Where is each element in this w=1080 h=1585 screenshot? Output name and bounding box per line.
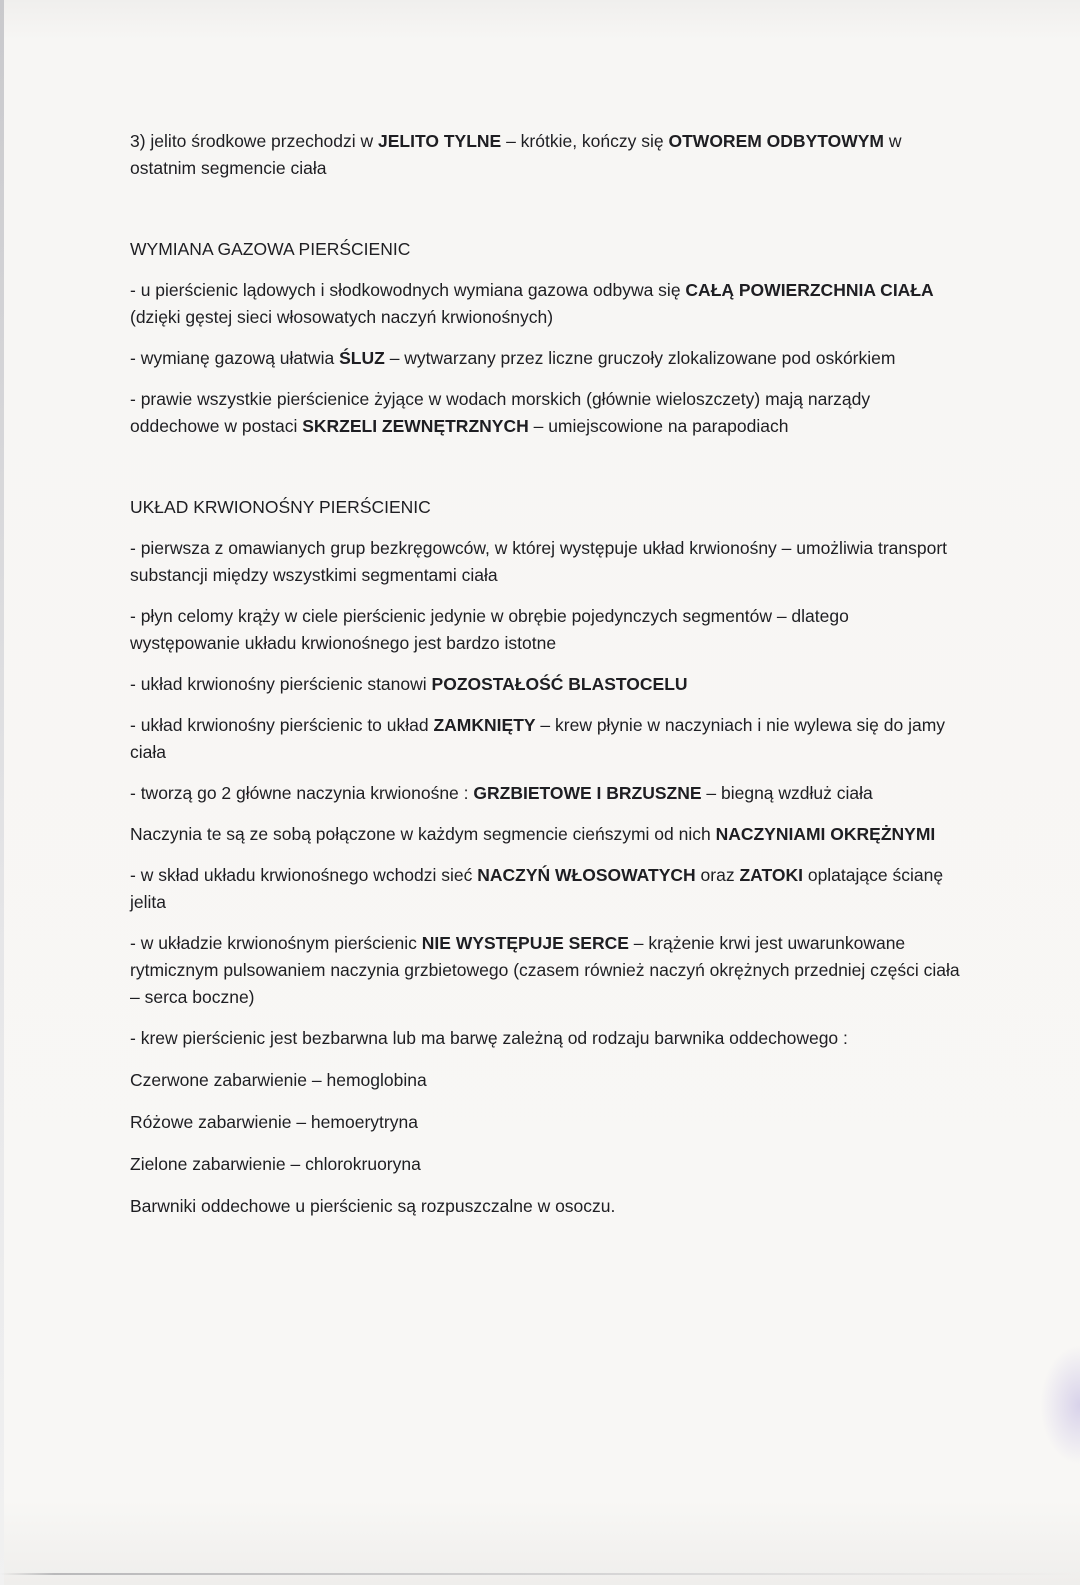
paragraph-capillaries bbox=[130, 862, 960, 916]
text: – wytwarzany przez liczne gruczoły zlokalizowane pod oskórkiem bbox=[384, 348, 896, 368]
line-green-pigment: Zielone zabarwienie – chlorokruoryna bbox=[130, 1154, 421, 1174]
page-left-edge bbox=[0, 0, 4, 1585]
paragraph-surface-exchange bbox=[130, 277, 960, 331]
text: – biegną wzdłuż ciała bbox=[701, 783, 873, 803]
section-heading-gas-exchange: WYMIANA GAZOWA PIERŚCIENIC bbox=[130, 239, 411, 259]
text: - tworzą go 2 główne naczynia krwionośne : bbox=[130, 783, 474, 803]
paragraph-no-heart bbox=[130, 930, 960, 1011]
bold-term: NACZYNIAMI OKRĘŻNYMI bbox=[715, 824, 936, 844]
bold-term: ŚLUZ bbox=[339, 348, 385, 368]
text: - wymianę gazową ułatwia bbox=[130, 348, 340, 368]
bold-term: NIE WYSTĘPUJE SERCE bbox=[421, 933, 629, 953]
bold-term: JELITO TYLNE bbox=[378, 131, 502, 151]
bold-term: CAŁĄ POWIERZCHNIA CIAŁA bbox=[685, 280, 934, 300]
text: – krążenie krwi jest uwarunkowane rytmicznym pulsowaniem naczynia grzbietowego (czasem również naczyń okrężnych przedniej części ciała – serca boczne) bbox=[130, 933, 960, 1007]
bold-term: ZAMKNIĘTY bbox=[433, 715, 536, 735]
text: oraz bbox=[695, 865, 740, 885]
bold-term: SKRZELI ZEWNĘTRZNYCH bbox=[302, 416, 529, 436]
paragraph-main-vessels bbox=[130, 780, 960, 807]
text: – umiejscowione na parapodiach bbox=[528, 416, 789, 436]
paragraph-closed-system bbox=[130, 712, 960, 766]
text: - u pierścienic lądowych i słodkowodnych wymiana gazowa odbywa się bbox=[130, 280, 686, 300]
text: - układ krwionośny pierścienic stanowi bbox=[130, 674, 432, 694]
paragraph-jelito-tylne bbox=[130, 128, 960, 182]
paragraph-blood-color: - krew pierścienic jest bezbarwna lub ma barwę zależną od rodzaju barwnika oddechowego : bbox=[130, 1028, 848, 1048]
text: 3) jelito środkowe przechodzi w bbox=[130, 131, 379, 151]
text: (dzięki gęstej sieci włosowatych naczyń krwionośnych) bbox=[130, 307, 554, 327]
bold-term: NACZYŃ WŁOSOWATYCH bbox=[477, 865, 696, 885]
page-bottom-edge bbox=[0, 1573, 1080, 1575]
text: - w skład układu krwionośnego wchodzi sieć bbox=[130, 865, 478, 885]
text: – krótkie, kończy się bbox=[501, 131, 669, 151]
paragraph-ring-vessels bbox=[130, 821, 960, 848]
section-heading-circulatory: UKŁAD KRWIONOŚNY PIERŚCIENIC bbox=[130, 497, 431, 517]
text: oplatające ścianę jelita bbox=[130, 865, 944, 912]
document-body bbox=[130, 128, 960, 1220]
line-pigments-plasma: Barwniki oddechowe u pierścienic są rozpuszczalne w osoczu. bbox=[130, 1196, 616, 1216]
line-pink-pigment: Różowe zabarwienie – hemoerytryna bbox=[130, 1112, 418, 1132]
text: - układ krwionośny pierścienic to układ bbox=[130, 715, 434, 735]
paragraph-celom: - płyn celomy krąży w ciele pierścienic jedynie w obrębie pojedynczych segmentów – dlatego występowanie układu krwionośnego jest bardzo istotne bbox=[130, 606, 849, 653]
paragraph-skrzela bbox=[130, 386, 960, 440]
text: w ostatnim segmencie ciała bbox=[130, 131, 902, 178]
bold-term: ZATOKI bbox=[739, 865, 803, 885]
bold-term: POZOSTAŁOŚĆ BLASTOCELU bbox=[431, 674, 688, 694]
paragraph-first-group: - pierwsza z omawianych grup bezkręgowców, w której występuje układ krwionośny – umożliwia transport substancji między wszystkimi segmentami ciała bbox=[130, 538, 948, 585]
text: - w układzie krwionośnym pierścienic bbox=[130, 933, 422, 953]
paragraph-blastocel bbox=[130, 671, 960, 698]
page-smudge bbox=[1040, 1345, 1080, 1465]
paragraph-sluz bbox=[130, 345, 960, 372]
line-red-pigment: Czerwone zabarwienie – hemoglobina bbox=[130, 1070, 427, 1090]
text: - prawie wszystkie pierścienice żyjące w wodach morskich (głównie wieloszczety) mają narządy oddechowe w postaci bbox=[130, 389, 871, 436]
bold-term: GRZBIETOWE I BRZUSZNE bbox=[473, 783, 702, 803]
text: – krew płynie w naczyniach i nie wylewa się do jamy ciała bbox=[130, 715, 946, 762]
bold-term: OTWOREM ODBYTOWYM bbox=[668, 131, 884, 151]
text: Naczynia te są ze sobą połączone w każdym segmencie cieńszymi od nich bbox=[130, 824, 716, 844]
